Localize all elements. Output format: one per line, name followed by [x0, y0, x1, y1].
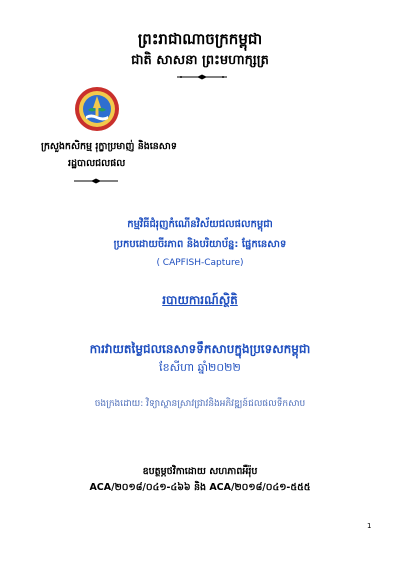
report-date: ខែសីហា ឆ្នាំ២០២២ — [159, 361, 241, 374]
ornament-divider — [175, 74, 229, 80]
national-motto: ជាតិ សាសនា ព្រះមហាក្សត្រ — [131, 53, 269, 68]
program-acronym: ( CAPFISH-Capture) — [156, 258, 244, 268]
program-title-line1: កម្មវិធីជំរុញកំណើនវិស័យជលផលកម្ពុជា — [127, 219, 273, 230]
ministry-name: ក្រសួងកសិកម្ម រុក្ខាប្រមាញ់ និងនេសាទ — [41, 141, 177, 152]
report-type-heading — [0, 292, 400, 310]
grant-numbers: ACA/២០១៨/០៤១-៤៦៦ និង ACA/២០១៨/០៤១-៥៥៥ — [89, 482, 311, 493]
report-title: ការវាយតម្លៃជលនេសាទទឹកសាបក្នុងប្រទេសកម្ពុជា — [89, 342, 311, 356]
report-type-text: របាយការណ៍ស្ថិតិ — [162, 293, 238, 307]
ministry-logo — [74, 86, 120, 132]
ornament-divider-small — [72, 178, 120, 184]
kingdom-heading: ព្រះរាជាណាចក្រកម្ពុជា — [137, 30, 263, 48]
prepared-by-line: ចងក្រងដោយ: វិទ្យាស្ថានស្រាវជ្រាវនិងអភិវឌ្ឍន៍ជលផលទឹកសាប — [94, 399, 306, 409]
program-title-line2: ប្រកបដោយចីរភាព និងបរិយាប័ន្ន: ផ្នែកនេសាទ — [113, 239, 287, 250]
page-number: 1 — [367, 522, 372, 530]
funding-line: ឧបត្ថម្ភថវិកាដោយ សហភាពអឺរ៉ុប — [142, 466, 258, 477]
department-name: រដ្ឋបាលជលផល — [68, 158, 126, 169]
